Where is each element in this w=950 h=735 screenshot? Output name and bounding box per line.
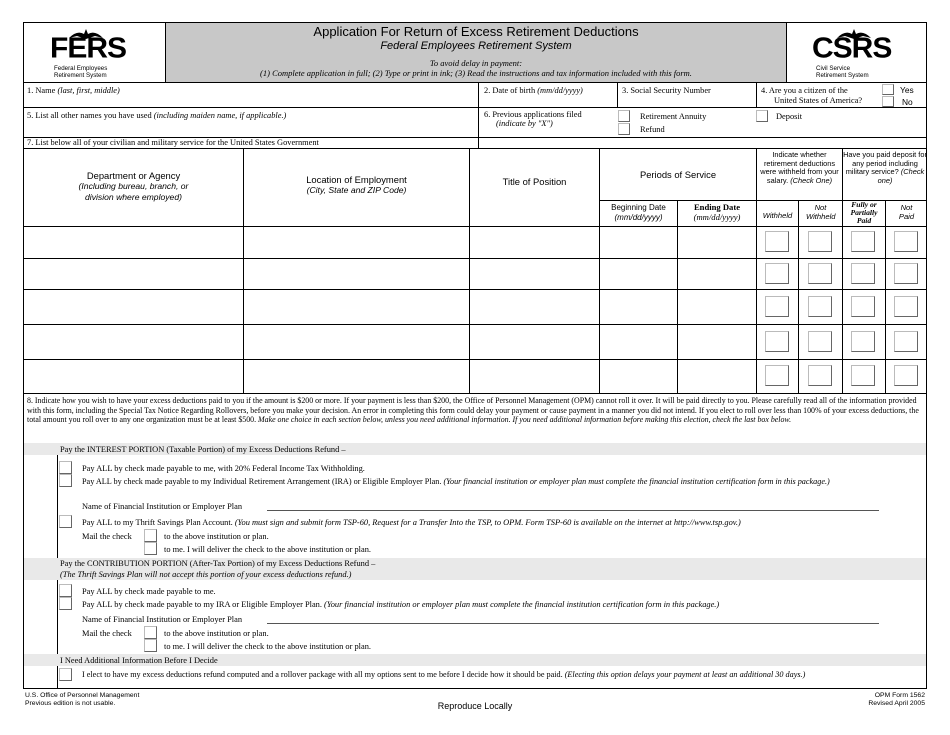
not-paid-checkbox[interactable]	[894, 231, 918, 252]
beginning-date-cell[interactable]	[600, 259, 677, 289]
department-cell[interactable]	[24, 227, 243, 258]
department-cell[interactable]	[24, 259, 243, 289]
ending-date-cell[interactable]	[678, 360, 756, 393]
col-withheld-group-header: Indicate whether retirement deductions were withheld from your salary. (Check One)	[760, 150, 839, 185]
position-title-cell[interactable]	[470, 325, 599, 359]
col-location-header: Location of Employment (City, State and ZIP Code)	[306, 174, 407, 195]
interest-mail-me-checkbox[interactable]	[144, 542, 157, 555]
dob-field-label: 2. Date of birth (mm/dd/yyyy)	[484, 86, 583, 95]
fers-logo: FERS	[50, 32, 127, 65]
form-title: Application For Return of Excess Retirement Deductions	[313, 24, 639, 39]
not-paid-checkbox[interactable]	[894, 296, 918, 317]
footer-revision-date: Revised April 2005	[868, 700, 925, 707]
interest-pay-me-checkbox[interactable]	[59, 461, 72, 474]
location-cell[interactable]	[244, 325, 469, 359]
contrib-pay-ira-checkbox[interactable]	[59, 597, 72, 610]
not-withheld-checkbox[interactable]	[808, 331, 832, 352]
interest-mail-check-label: Mail the check	[82, 532, 132, 541]
footer-agency: U.S. Office of Personnel Management	[25, 692, 140, 699]
contrib-pay-ira-label: Pay ALL by check made payable to my IRA or Eligible Employer Plan. (Your financial institution or employer plan must complete the financial institution certification form in this package.)	[82, 600, 720, 609]
beginning-date-cell[interactable]	[600, 325, 677, 359]
contrib-mail-institution-checkbox[interactable]	[144, 626, 157, 639]
contrib-fin-institution-label: Name of Financial Institution or Employer Plan	[82, 615, 243, 624]
retirement-annuity-label: Retirement Annuity	[640, 112, 707, 121]
form-instructions: (1) Complete application in full; (2) Type or print in ink; (3) Read the instructions and tax information included with this form.	[260, 68, 692, 78]
interest-mail-institution-label: to the above institution or plan.	[164, 532, 269, 541]
citizen-yes-checkbox[interactable]	[882, 84, 894, 95]
footer-form-number: OPM Form 1562	[874, 692, 925, 699]
contrib-mail-check-label: Mail the check	[82, 629, 132, 638]
interest-pay-ira-label: Pay ALL by check made payable to my Individual Retirement Arrangement (IRA) or Eligible Employer Plan. (Your financial institution or employer plan must complete the financial institution certification form in this package.)	[82, 477, 830, 486]
form-subtitle: Federal Employees Retirement System	[380, 40, 572, 52]
interest-fin-institution-label: Name of Financial Institution or Employer Plan	[82, 502, 243, 511]
other-names-label: 5. List all other names you have used (including maiden name, if applicable.)	[27, 111, 287, 120]
citizen-question-line2: United States of America?	[774, 96, 863, 105]
col-fully-paid-header: Fully or Partially Paid	[850, 200, 878, 225]
contrib-mail-me-checkbox[interactable]	[144, 639, 157, 652]
position-title-cell[interactable]	[470, 290, 599, 324]
ending-date-cell[interactable]	[678, 290, 756, 324]
withheld-checkbox[interactable]	[765, 263, 789, 284]
interest-pay-tsp-checkbox[interactable]	[59, 515, 72, 528]
additional-info-heading: I Need Additional Information Before I Decide	[60, 656, 218, 665]
ending-date-cell[interactable]	[678, 227, 756, 258]
previous-applications-hint: (indicate by "X")	[496, 119, 553, 128]
location-cell[interactable]	[244, 290, 469, 324]
fully-paid-checkbox[interactable]	[851, 331, 875, 352]
not-paid-checkbox[interactable]	[894, 331, 918, 352]
beginning-date-cell[interactable]	[600, 227, 677, 258]
ssn-input[interactable]	[618, 96, 755, 106]
additional-info-label: I elect to have my excess deductions refund computed and a rollover package with all my options sent to me before I decide how it should be paid. (Electing this option delays your payment at least an additional 30 days.)	[82, 670, 806, 679]
citizen-no-checkbox[interactable]	[882, 96, 894, 107]
not-withheld-checkbox[interactable]	[808, 263, 832, 284]
not-withheld-checkbox[interactable]	[808, 365, 832, 386]
interest-portion-heading: Pay the INTEREST PORTION (Taxable Portion) of my Excess Deductions Refund –	[60, 445, 346, 454]
contrib-mail-me-label: to me. I will deliver the check to the above institution or plan.	[164, 642, 371, 651]
withheld-checkbox[interactable]	[765, 365, 789, 386]
contribution-tsp-note: (The Thrift Savings Plan will not accept this portion of your excess deductions refund.)	[60, 570, 352, 579]
location-cell[interactable]	[244, 259, 469, 289]
col-title-header: Title of Position	[502, 176, 567, 187]
other-names-input[interactable]	[24, 121, 477, 136]
fers-subtitle-1: Federal Employees	[54, 65, 108, 72]
interest-pay-me-label: Pay ALL by check made payable to me, with 20% Federal Income Tax Withholding.	[82, 464, 365, 473]
fully-paid-checkbox[interactable]	[851, 231, 875, 252]
department-cell[interactable]	[24, 360, 243, 393]
dob-input[interactable]	[479, 96, 616, 106]
ssn-field-label: 3. Social Security Number	[622, 86, 711, 95]
withheld-checkbox[interactable]	[765, 231, 789, 252]
position-title-cell[interactable]	[470, 259, 599, 289]
deposit-label: Deposit	[776, 112, 803, 121]
refund-checkbox[interactable]	[618, 123, 630, 135]
additional-info-checkbox[interactable]	[59, 668, 72, 681]
ending-date-cell[interactable]	[678, 325, 756, 359]
fully-paid-checkbox[interactable]	[851, 296, 875, 317]
csrs-subtitle-1: Civil Service	[816, 65, 851, 72]
contrib-fin-institution-input[interactable]	[267, 623, 879, 624]
department-cell[interactable]	[24, 290, 243, 324]
department-cell[interactable]	[24, 325, 243, 359]
interest-mail-institution-checkbox[interactable]	[144, 529, 157, 542]
not-withheld-checkbox[interactable]	[808, 231, 832, 252]
name-field-label: 1. Name (last, first, middle)	[27, 86, 120, 95]
previous-applications-label: 6. Previous applications filed	[484, 110, 582, 119]
position-title-cell[interactable]	[470, 360, 599, 393]
citizen-question-line1: 4. Are you a citizen of the	[761, 86, 848, 95]
contrib-pay-me-label: Pay ALL by check made payable to me.	[82, 587, 216, 596]
footer-reproduce-locally: Reproduce Locally	[437, 701, 513, 711]
col-withheld-header: Withheld	[762, 211, 793, 220]
service-list-label: 7. List below all of your civilian and military service for the United States Government	[27, 138, 319, 147]
col-ending-date-header: Ending Date (mm/dd/yyyy)	[693, 202, 741, 222]
citizen-no-label: No	[902, 97, 913, 107]
name-input[interactable]	[24, 96, 477, 106]
location-cell[interactable]	[244, 227, 469, 258]
col-not-withheld-header: Not Withheld	[806, 203, 836, 221]
col-beginning-date-header: Beginning Date (mm/dd/yyyy)	[611, 203, 666, 222]
col-deposit-group-header: Have you paid deposit for any period including military service? (Check one)	[843, 150, 927, 185]
interest-fin-institution-input[interactable]	[267, 510, 879, 511]
withheld-checkbox[interactable]	[765, 296, 789, 317]
contribution-portion-heading: Pay the CONTRIBUTION PORTION (After-Tax Portion) of my Excess Deductions Refund –	[60, 559, 376, 568]
col-periods-header: Periods of Service	[639, 169, 717, 180]
avoid-delay-label: To avoid delay in payment:	[429, 58, 523, 68]
beginning-date-cell[interactable]	[600, 360, 677, 393]
refund-label: Refund	[640, 125, 665, 134]
not-withheld-checkbox[interactable]	[808, 296, 832, 317]
retirement-annuity-checkbox[interactable]	[618, 110, 630, 122]
col-not-paid-header: Not Paid	[898, 203, 915, 221]
withheld-checkbox[interactable]	[765, 331, 789, 352]
beginning-date-cell[interactable]	[600, 290, 677, 324]
csrs-logo: CSRS	[812, 32, 892, 65]
not-paid-checkbox[interactable]	[894, 365, 918, 386]
csrs-subtitle-2: Retirement System	[816, 71, 869, 79]
citizen-yes-label: Yes	[900, 85, 914, 95]
position-title-cell[interactable]	[470, 227, 599, 258]
contrib-pay-me-checkbox[interactable]	[59, 584, 72, 597]
not-paid-checkbox[interactable]	[894, 263, 918, 284]
deposit-checkbox[interactable]	[756, 110, 768, 122]
fers-subtitle-2: Retirement System	[54, 71, 107, 79]
fully-paid-checkbox[interactable]	[851, 263, 875, 284]
footer-edition-note: Previous edition is not usable.	[25, 700, 116, 707]
contrib-mail-institution-label: to the above institution or plan.	[164, 629, 269, 638]
ending-date-cell[interactable]	[678, 259, 756, 289]
interest-pay-ira-checkbox[interactable]	[59, 474, 72, 487]
interest-pay-tsp-label: Pay ALL to my Thrift Savings Plan Account. (You must sign and submit form TSP-60, Request for a Transfer Into the TSP, to OPM. Form TSP-60 is available on the internet at http://www.tsp.gov.)	[82, 518, 741, 527]
col-department-header: Department or Agency (Including bureau, branch, or division where employed)	[78, 170, 189, 202]
location-cell[interactable]	[244, 360, 469, 393]
fully-paid-checkbox[interactable]	[851, 365, 875, 386]
interest-mail-me-label: to me. I will deliver the check to the above institution or plan.	[164, 545, 371, 554]
rollover-instructions: 8. Indicate how you wish to have your excess deductions paid to you if the amount is $200 or more. If your payment is less than $200, the Office of Personnel Management (OPM) cannot roll it over. It will be paid directly to you. Please carefully read all of the information provided with this form, including the Special Tax Notice Regarding Rollovers, before you make your decision. An error in completing this form could delay your payment or cause payment in a manner you did not intend. If you elect to roll over less than 100% of your excess deductions, the total amount you roll over to any one organization must be at least $500. Make one choice in each section below, unless you need additional information. If you need additional information before making this election, check the last box below.	[27, 396, 919, 425]
